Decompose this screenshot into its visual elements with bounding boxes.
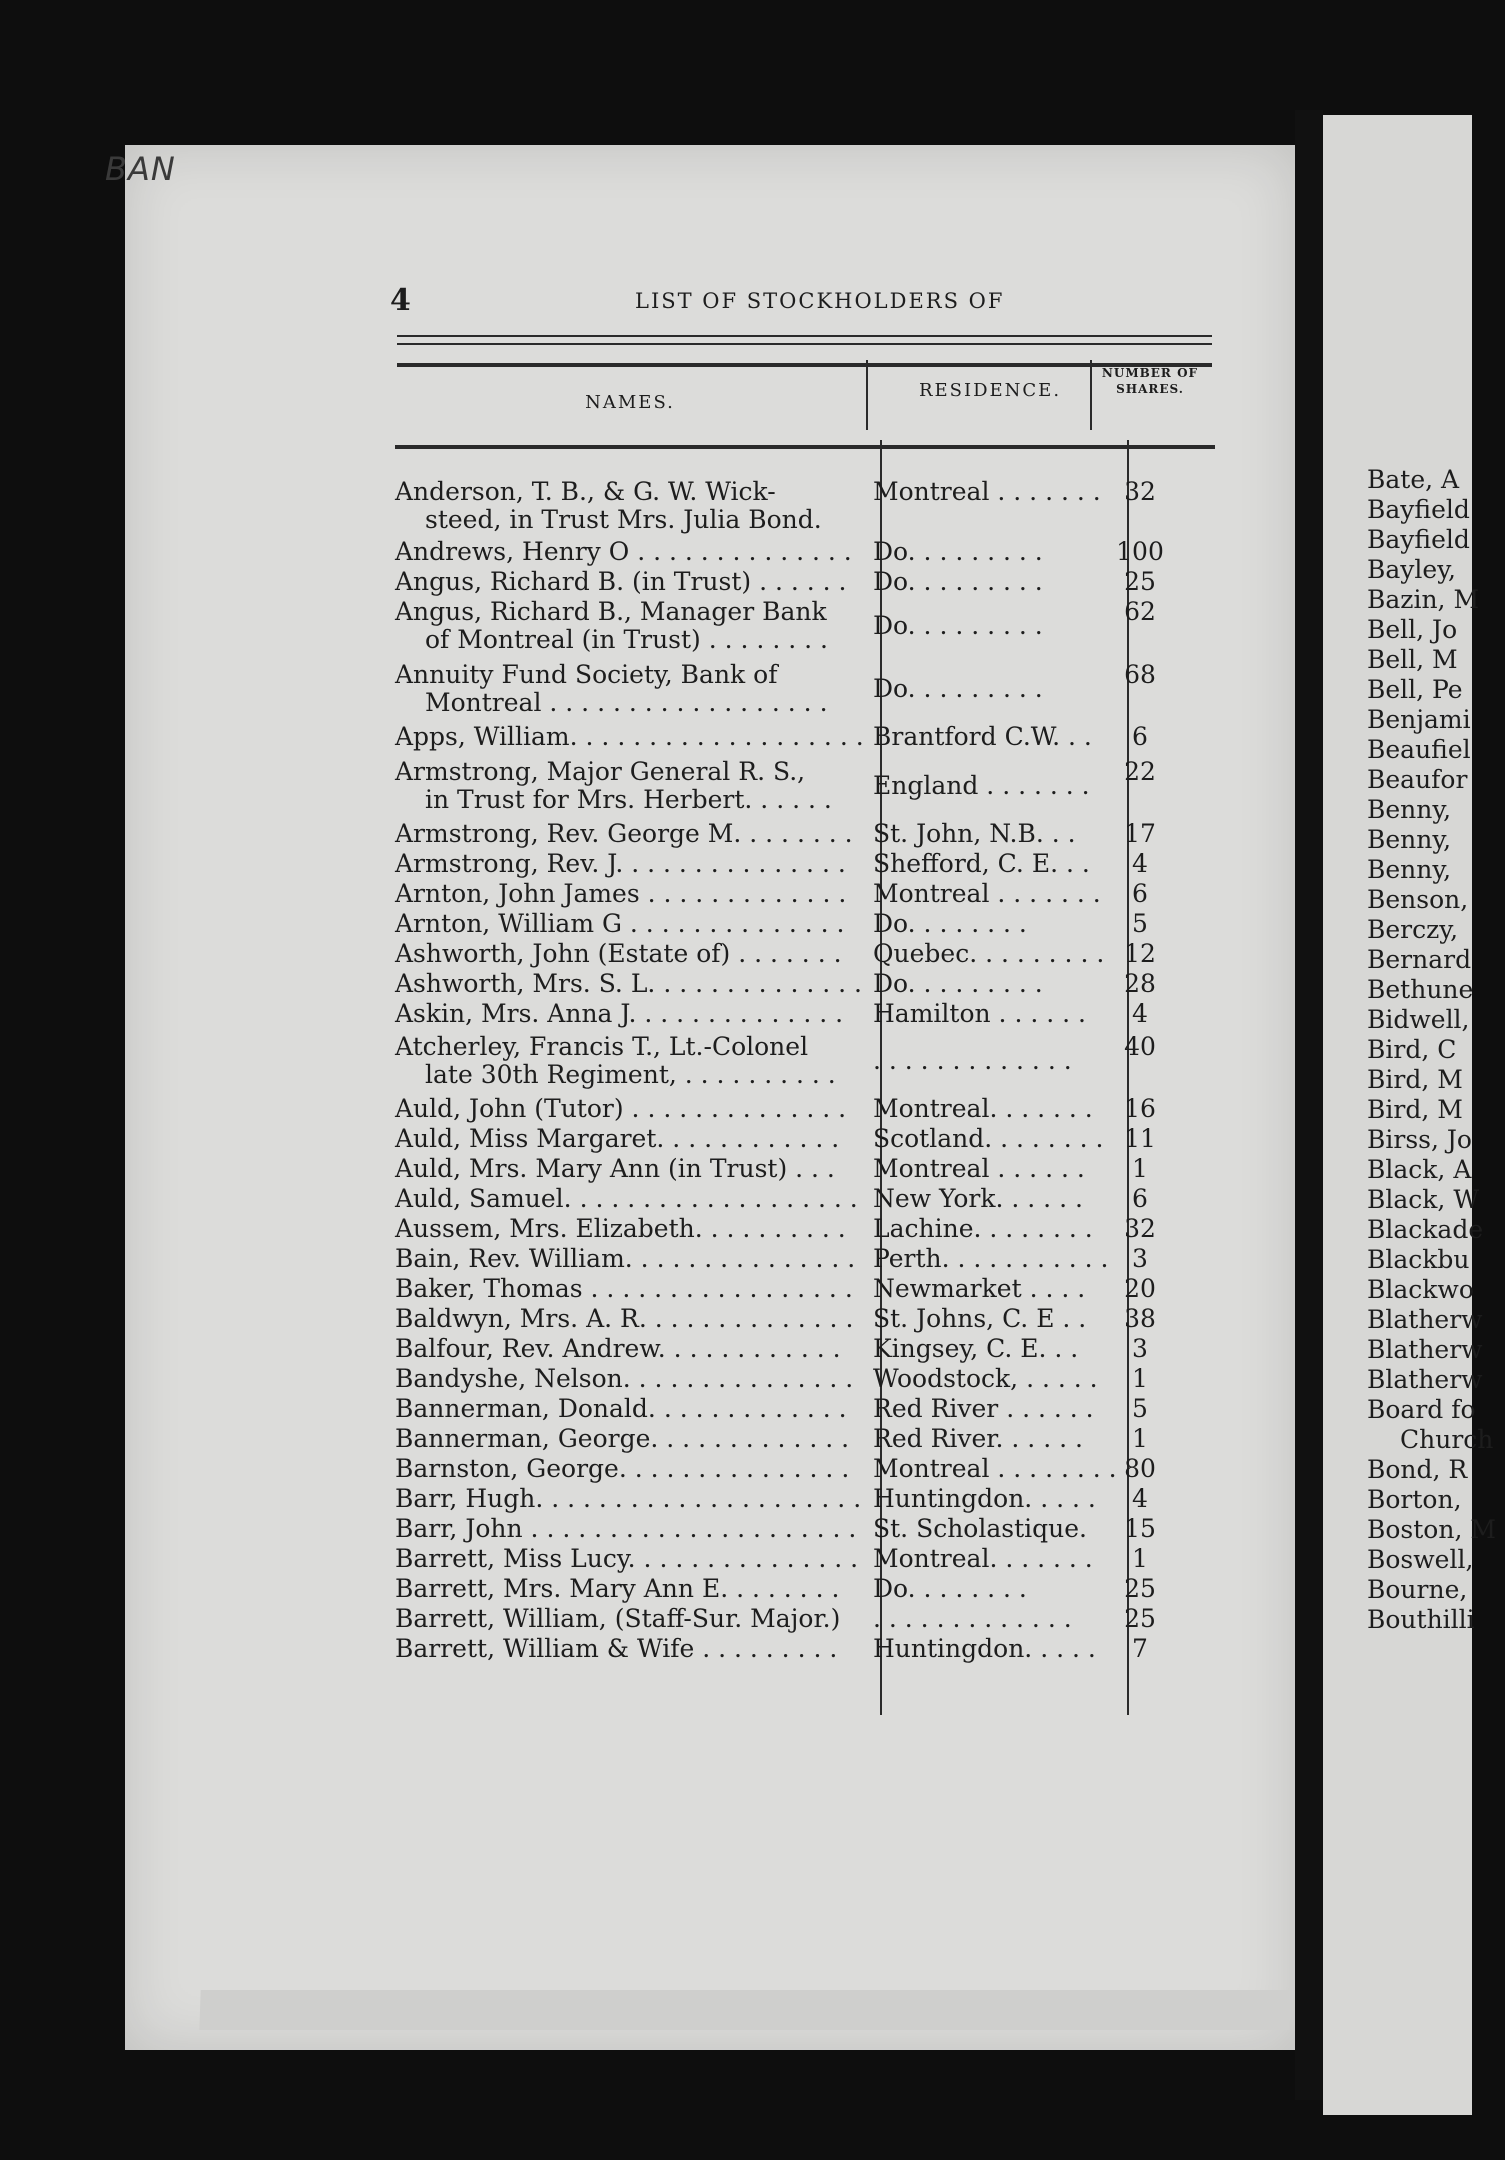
- running-head: LIST OF STOCKHOLDERS OF: [635, 289, 1005, 313]
- facing-page-entry: Bouthilli: [1367, 1605, 1475, 1634]
- facing-page-entry: Benny,: [1367, 795, 1452, 824]
- page-number: 4: [390, 283, 411, 318]
- facing-page-entry: Bayfield: [1367, 525, 1470, 554]
- facing-page-entry: Beaufor: [1367, 765, 1468, 794]
- facing-page-entry: Bazin, M: [1367, 585, 1480, 614]
- facing-page-entry: Bird, M: [1367, 1065, 1463, 1094]
- facing-page-entry: Black, W: [1367, 1185, 1480, 1214]
- facing-page-entry: Blatherw: [1367, 1305, 1483, 1334]
- facing-page-entry: Bird, C: [1367, 1035, 1457, 1064]
- facing-page-entry: Bell, Pe: [1367, 675, 1463, 704]
- col-head-names: NAMES.: [585, 392, 675, 413]
- facing-page-entry: Blackwo: [1367, 1275, 1474, 1304]
- facing-page-entry: Bell, M: [1367, 645, 1458, 674]
- facing-page-entry: Blatherw: [1367, 1365, 1483, 1394]
- facing-page-entry: Bond, R: [1367, 1455, 1468, 1484]
- facing-page-entry: Berczy,: [1367, 915, 1459, 944]
- facing-page-entry: Bate, A: [1367, 465, 1460, 494]
- facing-page-entry: Church: [1400, 1425, 1494, 1454]
- facing-page-entry: Beaufiel: [1367, 735, 1471, 764]
- col-divider-2: [1090, 360, 1092, 430]
- facing-page-entry: Bernard: [1367, 945, 1472, 974]
- facing-page-entry: Bayley,: [1367, 555, 1456, 584]
- facing-page-entry: Blackade: [1367, 1215, 1484, 1244]
- facing-page-entry: Birss, Jo: [1367, 1125, 1472, 1154]
- book-spine: [1295, 110, 1323, 2100]
- facing-page-entry: Board fo: [1367, 1395, 1476, 1424]
- facing-page-entry: Bourne,: [1367, 1575, 1468, 1604]
- facing-page-entry: Bidwell,: [1367, 1005, 1470, 1034]
- page-header: [390, 283, 1210, 323]
- top-rule-1: [397, 335, 1212, 337]
- top-rule-2: [397, 343, 1212, 345]
- col-head-shares-2: SHARES.: [1116, 382, 1184, 396]
- facing-page-entry: Benson,: [1367, 885, 1469, 914]
- facing-page-entry: Black, A: [1367, 1155, 1472, 1184]
- margin-note: BAN: [105, 150, 176, 188]
- col-divider-1: [866, 360, 868, 430]
- facing-page-entry: Benny,: [1367, 825, 1452, 854]
- facing-page-entry: Boston, M: [1367, 1515, 1496, 1544]
- facing-page-entry: Benjami: [1367, 705, 1471, 734]
- col-head-shares-1: NUMBER OF: [1101, 366, 1199, 380]
- facing-page-entry: Boswell,: [1367, 1545, 1474, 1574]
- facing-page-entry: Blackbu: [1367, 1245, 1470, 1274]
- facing-page-entry: Benny,: [1367, 855, 1452, 884]
- page-edge: [199, 1990, 1290, 2030]
- facing-page-entry: Borton,: [1367, 1485, 1462, 1514]
- facing-page-entry: Bethune: [1367, 975, 1474, 1004]
- facing-page-entry: Bird, M: [1367, 1095, 1463, 1124]
- facing-page-entry: Bell, Jo: [1367, 615, 1458, 644]
- facing-page-entry: Blatherw: [1367, 1335, 1483, 1364]
- col-head-residence: RESIDENCE.: [918, 380, 1062, 401]
- header-bottom-rule: [395, 445, 1215, 449]
- facing-page-entry: Bayfield: [1367, 495, 1470, 524]
